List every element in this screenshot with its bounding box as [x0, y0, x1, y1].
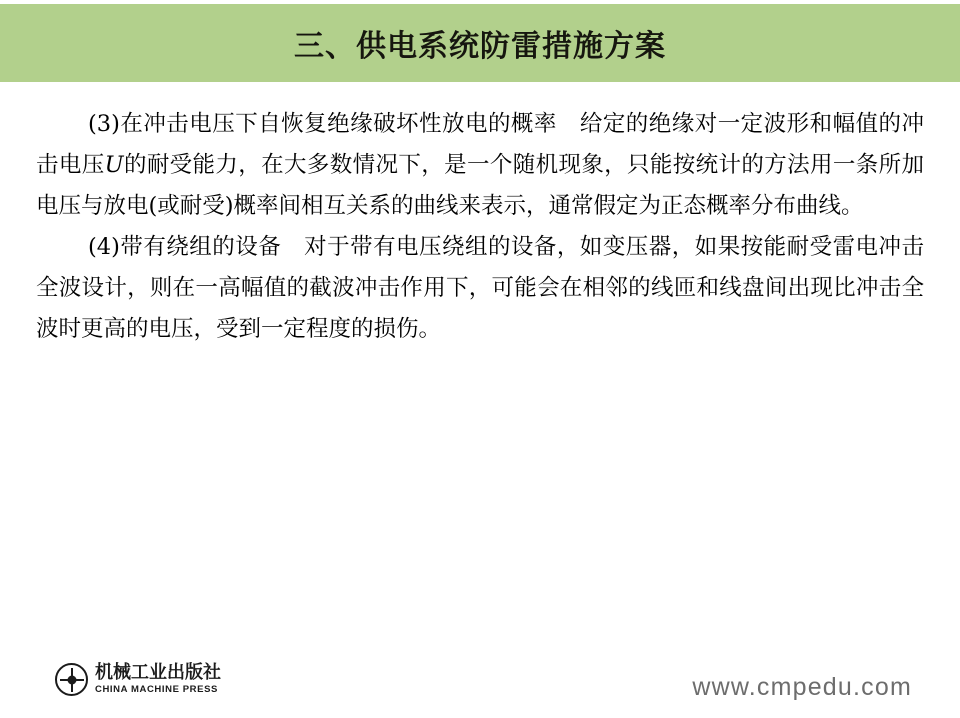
paragraph-3-text-before: (3)在冲击电压下自恢复绝缘破坏性放电的概率 给定的绝缘对一定波形和幅值的冲击电压 [36, 111, 924, 178]
publisher-name-cn: 机械工业出版社 [95, 662, 221, 684]
press-wheel-hub-icon [67, 675, 76, 684]
paragraph-4-text: (4)带有绕组的设备 对于带有电压绕组的设备，如变压器，如果按能耐受雷电冲击全波设计，则在一高幅值的截波冲击作用下，可能会在相邻的线匝和线盘间出现比冲击全波时更高的电压，受到一定程度的损伤。 [36, 234, 924, 342]
page-title: 三、供电系统防雷措施方案 [294, 29, 666, 64]
press-wheel-icon [55, 663, 88, 696]
publisher-name-block [95, 664, 221, 695]
footer-website: www.cmpedu.com [692, 673, 912, 701]
paragraph-3 [36, 104, 924, 227]
paragraph-3-italic-symbol: U [104, 152, 124, 178]
paragraph-4 [36, 227, 924, 350]
slide-title-bar [0, 4, 960, 82]
paragraph-3-text-after: 的耐受能力，在大多数情况下，是一个随机现象，只能按统计的方法用一条所加电压与放电(或耐受)概率间相互关系的曲线来表示，通常假定为正态概率分布曲线。 [36, 152, 924, 219]
publisher-logo [55, 663, 221, 696]
slide-body [36, 104, 924, 350]
publisher-name-en: CHINA MACHINE PRESS [95, 683, 218, 695]
